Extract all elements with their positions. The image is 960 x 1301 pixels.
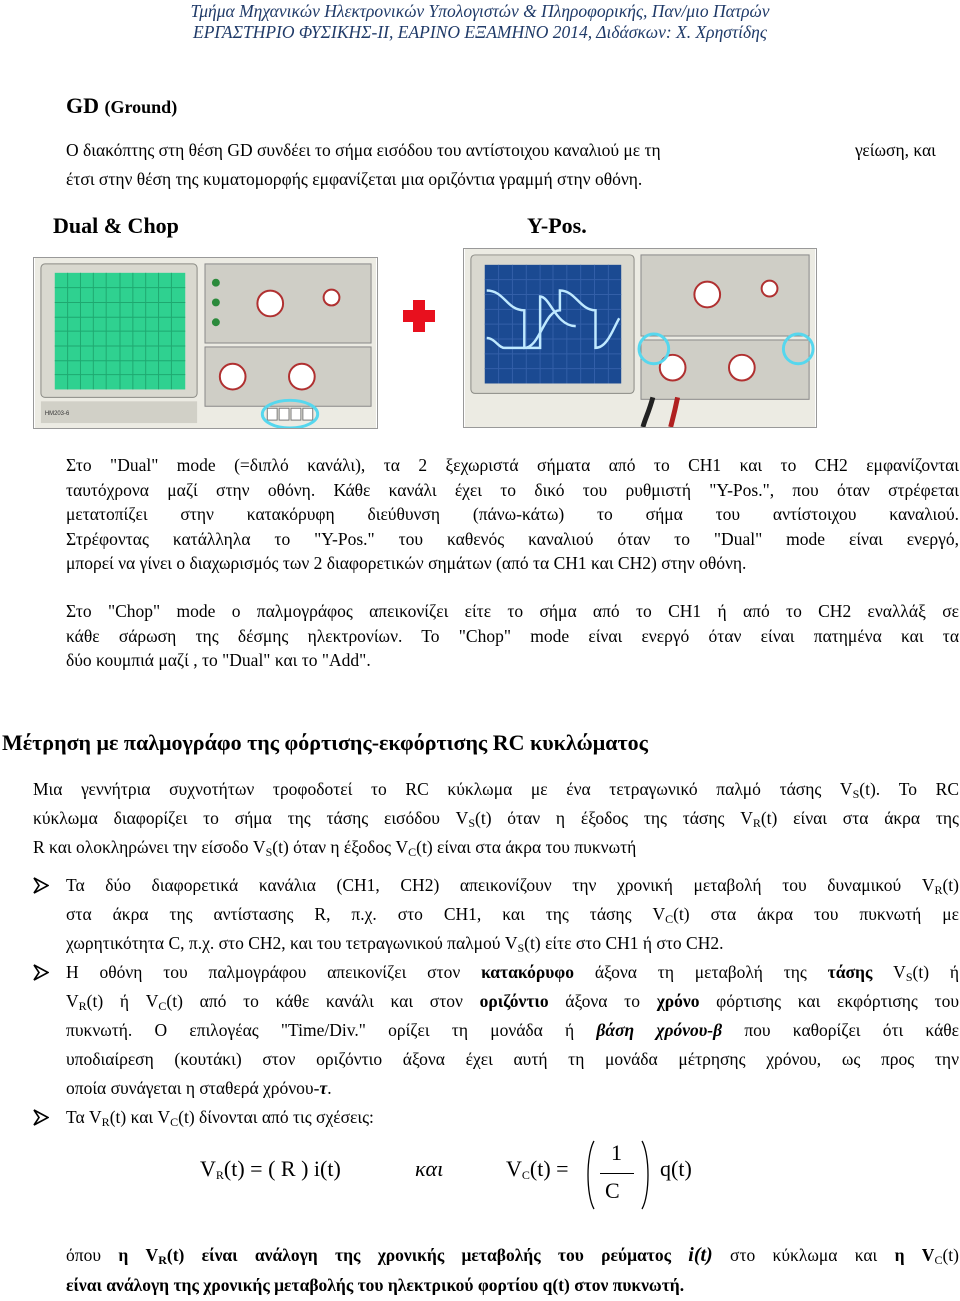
gen-line-1: Μια γεννήτρια συχνοτήτων τροφοδοτεί το RC κύκλωμα με ένα τετραγωνικό παλμό τάσης $V_S(t)$. Το RC <box>33 779 959 801</box>
bullet-item-relations: Τα $V_R(t)$ και $V_C(t)$ δίνονται από τις σχέσεις: <box>33 1103 959 1132</box>
generator-paragraph <box>33 775 959 862</box>
fraction-one-over-c: 1 C <box>585 1140 655 1210</box>
arrow-bullet-icon <box>33 877 49 894</box>
ypos-heading: Y-Pos. <box>527 213 587 238</box>
chop-line-1: Στο "Chop" mode ο παλμογράφος απεικονίζει είτε το σήμα από το CH1 ή από το CH2 εναλλάξ σε <box>66 601 959 621</box>
conclusion-paragraph: όπου η $V_R(t)$ είναι ανάλογη της χρονικής μεταβολής του ρεύματος i(t) στο κύκλωμα και η $V_C(t)$ είναι ανάλογη της χρονικής μεταβολής του ηλεκτρικού φορτίου q(t) στον πυκνωτή. <box>66 1244 959 1295</box>
arrow-bullet-icon <box>33 964 49 981</box>
chop-paragraph <box>66 599 959 673</box>
dual-line-4: Στρέφοντας κατάλληλα το "Y-Pos." του καθενός καναλιού όταν το "Dual" mode είναι ενεργό, <box>66 528 959 549</box>
gd-paragraph-line-1-end: γείωση, και <box>855 140 936 160</box>
gd-heading: GD (Ground) <box>66 93 178 118</box>
gen-line-3: R και ολοκληρώνει την είσοδο $V_S(t)$ όταν η έξοδος $V_C(t)$ είναι στα άκρα του πυκνωτή <box>33 837 637 859</box>
bullet-item-screen: Η οθόνη του παλμογράφου απεικονίζει στον κατακόρυφο άξονα τη μεταβολή της τάσης $V_S(t)$ ή $V_R(t)$ ή $V_C(t)$ από το κάθε κανάλι και στον οριζόντιο άξονα το χρόνο φόρτισης και εκφόρτισης του πυκνωτή. Ο επιλογέας "Time/Div." ορίζει τη μονάδα ή βάση χρόνου-β που καθορίζει ότι κάθε υποδιαίρεση (κουτάκι) στον οριζόντιο άξονα έχει αυτή τη μονάδα μέτρησης χρόνου, ως προς την οποία συνάγεται η σταθερά χρόνου-τ. <box>33 958 959 1103</box>
gd-paragraph-line-2: έτσι στην θέση της κυματομορφής εμφανίζεται μια οριζόντια γραμμή στην οθόνη. <box>66 169 643 189</box>
gd-paragraph-line-1: Ο διακόπτης στη θέση GD συνδέει το σήμα εισόδου του αντίστοιχου καναλιού με τη <box>66 140 661 160</box>
bullet-item-channels: Τα δύο διαφορετικά κανάλια (CH1, CH2) απεικονίζουν την χρονική μεταβολή του δυναμικού $V_R(t)$ στα άκρα της αντίστασης R, π.χ. στο CH1, και της τάσης $V_C(t)$ στα άκρα του πυκνωτή με χωρητικότητα C, π.χ. στο CH2, και του τετραγωνικού παλμού $V_S(t)$ είτε στο CH1 ή στο CH2. <box>33 871 959 958</box>
plus-icon <box>401 298 437 334</box>
oscilloscope-ypos-image <box>463 248 817 428</box>
chop-line-3: δύο κουμπιά μαζί , το "Dual" και το "Add". <box>66 650 371 670</box>
measurement-heading: Μέτρηση με παλμογράφο της φόρτισης-εκφόρτισης RC κυκλώματος <box>2 730 648 755</box>
dual-line-3: μετατοπίζει στην κατακόρυφη διεύθυνση (πάνω-κάτω) το σήμα του αντίστοιχου καναλιού. <box>66 504 959 524</box>
dual-chop-heading: Dual & Chop <box>53 213 179 238</box>
dual-line-5: μπορεί να γίνει ο διαχωρισμός των 2 διαφορετικών σημάτων (από τα CH1 και CH2) στην οθόνη. <box>66 553 747 573</box>
oscilloscope-model-label: HM203-6 <box>44 411 70 418</box>
header-line-1: Τμήμα Μηχανικών Ηλεκτρονικών Υπολογιστών & Πληροφορικής, Παν/μιο Πατρών <box>190 1 770 21</box>
bullet-list <box>33 871 959 1132</box>
header-line-2: ΕΡΓΑΣΤΗΡΙΟ ΦΥΣΙΚΗΣ-ΙΙ, ΕΑΡΙΝΟ ΕΞΑΜΗΝΟ 2014, Διδάσκων: Χ. Χρηστίδης <box>193 22 767 42</box>
dual-line-1: Στο "Dual" mode (=διπλό κανάλι), τα 2 ξεχωριστά σήματα από το CH1 και το CH2 εμφανίζονται <box>66 455 959 475</box>
oscilloscope-dual-image <box>33 257 378 429</box>
dual-line-2: ταυτόχρονα μαζί στην οθόνη. Κάθε κανάλι έχει το δικό του ρυθμιστή "Y-Pos.", που όταν στρέφεται <box>66 479 959 500</box>
chop-line-2: κάθε σάρωση της δέσμης ηλεκτρονίων. Το "Chop" mode είναι ενεργό όταν είναι πατημένα και τα <box>66 625 959 646</box>
gen-line-2: κύκλωμα διαφορίζει το σήμα της τάσης εισόδου $V_S(t)$ όταν η έξοδος της τάσης $V_R(t)$ είναι στα άκρα της <box>33 808 959 830</box>
dual-paragraph <box>66 453 959 576</box>
arrow-bullet-icon <box>33 1109 49 1126</box>
rc-equation: $V_R(t)$ = ( R ) i(t) και $V_C(t)$ = 1 C q(t) <box>200 1140 720 1210</box>
